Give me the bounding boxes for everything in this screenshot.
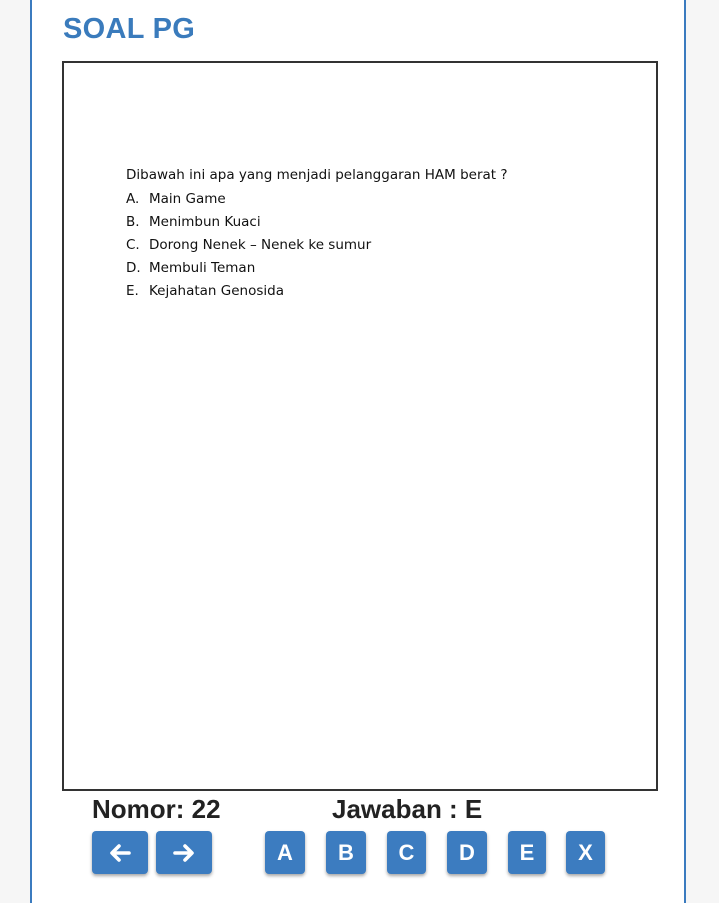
- question-number: Nomor: 22: [92, 794, 221, 824]
- answer-display: Jawaban : E: [332, 794, 483, 824]
- page-title: SOAL PG: [63, 13, 196, 45]
- arrow-left-icon: [108, 842, 132, 864]
- clear-answer-button[interactable]: X: [566, 831, 605, 874]
- answer-b-button[interactable]: B: [326, 831, 366, 874]
- option-e: [126, 283, 284, 299]
- answer-a-button[interactable]: A: [265, 831, 305, 874]
- next-button[interactable]: [156, 831, 212, 874]
- question-frame: [62, 61, 658, 791]
- option-letter: D.: [126, 260, 141, 276]
- answer-c-button[interactable]: C: [387, 831, 426, 874]
- answer-e-button[interactable]: E: [508, 831, 546, 874]
- option-letter: C.: [126, 237, 140, 253]
- question-text: Dibawah ini apa yang menjadi pelanggaran HAM berat ?: [126, 167, 508, 183]
- arrow-right-icon: [172, 842, 196, 864]
- option-text: Membuli Teman: [149, 260, 256, 276]
- option-text: Menimbun Kuaci: [149, 214, 261, 230]
- prev-button[interactable]: [92, 831, 148, 874]
- option-b: [126, 214, 261, 230]
- answer-d-button[interactable]: D: [447, 831, 487, 874]
- option-letter: B.: [126, 214, 140, 230]
- option-text: Kejahatan Genosida: [149, 283, 284, 299]
- option-text: Dorong Nenek – Nenek ke sumur: [149, 237, 372, 253]
- option-a: [126, 191, 226, 207]
- option-letter: A.: [126, 191, 140, 207]
- option-letter: E.: [126, 283, 139, 299]
- option-c: [126, 237, 371, 253]
- option-text: Main Game: [149, 191, 226, 207]
- option-d: [126, 260, 255, 276]
